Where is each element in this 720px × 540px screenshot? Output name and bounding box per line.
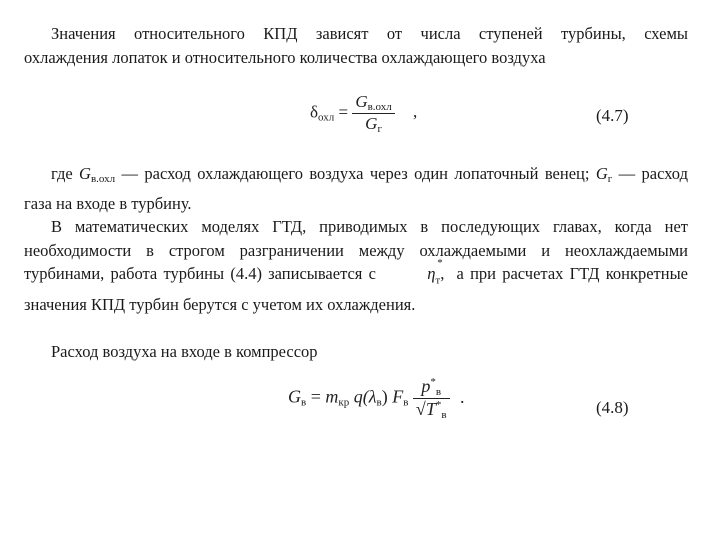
models-text-1: В математических моделях ГТД, приводимых в последующих главах, когда нет необходимости в строгом разграничении между охлаждаемыми и неохлаждаемыми турбинами, работа турбины (4.4) записывается с xyxy=(24,217,688,283)
airflow-text: Расход воздуха на входе в компрессор xyxy=(51,342,318,361)
formula-numerator xyxy=(352,92,394,113)
numerator-var: G xyxy=(355,92,368,111)
var-g-cool-sub: в.охл xyxy=(90,173,116,185)
var-g-cool: G xyxy=(79,164,91,183)
formula-denominator xyxy=(352,113,394,135)
f48-m: m xyxy=(325,386,339,407)
formula-4-8 xyxy=(288,376,465,421)
where-text-2: — расход газа на входе в турбину. xyxy=(24,164,688,213)
f48-f: F xyxy=(392,386,404,407)
f48-t-sup: * xyxy=(435,399,442,411)
f48-denominator xyxy=(413,398,450,421)
var-g-gas-sub: г xyxy=(607,173,613,185)
numerator-sub: в.охл xyxy=(367,101,392,113)
eta-letter: η xyxy=(427,264,436,283)
formula-lhs-sub: охл xyxy=(318,111,335,124)
f48-p-sup: * xyxy=(430,376,436,388)
intro-line-2: охлаждения лопаток и относительного количества охлаждающего воздуха xyxy=(24,47,546,67)
f48-f-sub: в xyxy=(403,396,409,409)
f48-q: q(λ xyxy=(353,386,377,407)
f48-q-sub: в xyxy=(376,396,382,409)
paragraph-intro xyxy=(24,22,688,69)
eta-sub: т xyxy=(435,274,441,287)
where-text-1: — расход охлаждающего воздуха через один лопаточный венец; xyxy=(115,164,596,183)
f48-lhs: G xyxy=(288,386,301,407)
where-word: где xyxy=(51,164,80,183)
formula-lhs-delta: δ xyxy=(310,102,319,122)
formula-comma: , xyxy=(413,102,418,122)
intro-line-1: Значения относительного КПД зависят от числа ступеней турбины, схемы xyxy=(51,24,688,43)
formula-4-7 xyxy=(310,92,417,135)
f48-m-sub: кр xyxy=(338,396,350,409)
f48-fraction xyxy=(413,376,450,421)
denominator-sub: г xyxy=(377,123,382,135)
models-text-2: а при расчетах ГТД конкретные значения КПД турбин берутся с учетом их охлаждения. xyxy=(24,264,688,314)
var-g-gas: G xyxy=(595,164,608,183)
formula-fraction xyxy=(352,92,394,135)
formula-equals: = xyxy=(338,102,349,122)
f48-numerator xyxy=(413,376,450,398)
formula-number-4-8: (4.8) xyxy=(596,398,629,417)
eta-comma: , xyxy=(440,264,445,283)
f48-equals: = xyxy=(310,386,321,407)
f48-p-sub: в xyxy=(435,386,442,398)
f48-dot: . xyxy=(460,386,465,407)
eta-symbol xyxy=(400,257,445,293)
paragraph-models xyxy=(24,215,688,316)
denominator-var: G xyxy=(365,114,378,133)
f48-q-close: ) xyxy=(381,386,388,407)
paragraph-where xyxy=(24,162,688,215)
f48-t: T xyxy=(425,399,436,419)
paragraph-airflow xyxy=(24,340,688,364)
f48-t-sub: в xyxy=(441,409,447,421)
formula-number-4-7: (4.7) xyxy=(596,106,629,125)
eta-sup: * xyxy=(437,257,443,269)
f48-lhs-sub: в xyxy=(301,396,307,409)
f48-sqrt: √ xyxy=(415,399,426,419)
f48-p: p xyxy=(421,376,431,396)
